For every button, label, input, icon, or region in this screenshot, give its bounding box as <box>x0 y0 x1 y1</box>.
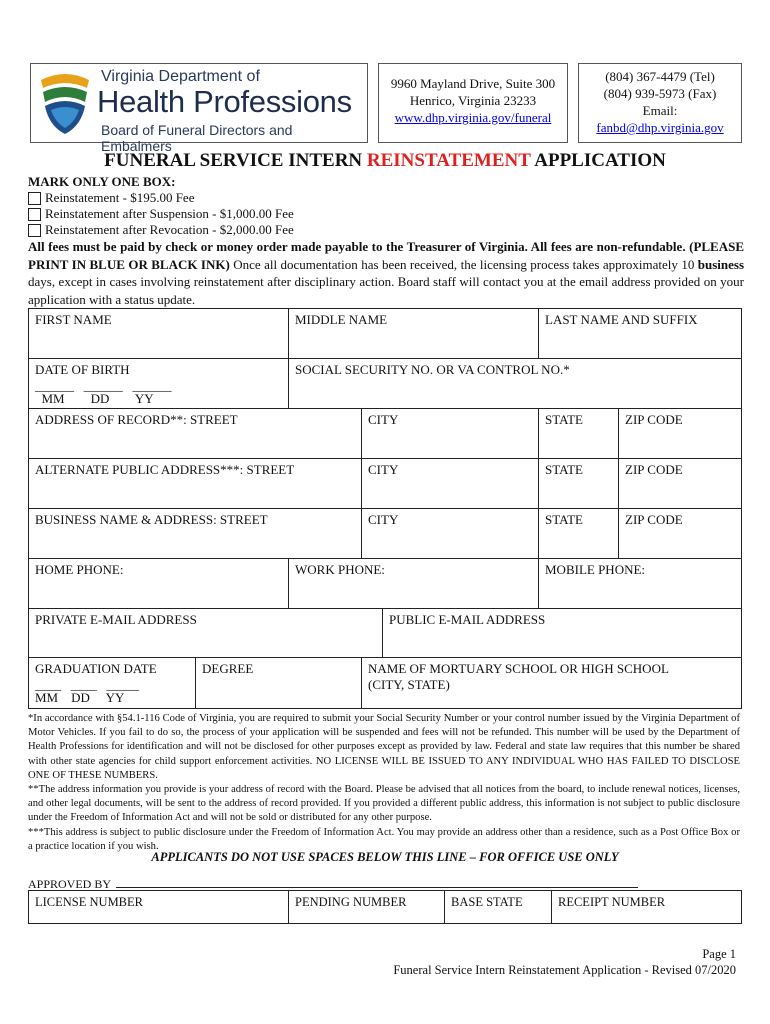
zip-label: ZIP CODE <box>625 462 683 477</box>
base-state-field[interactable] <box>444 890 552 924</box>
private-email-label: PRIVATE E-MAIL ADDRESS <box>35 612 197 627</box>
alternate-address-state[interactable] <box>538 458 619 509</box>
ssn-field[interactable] <box>288 358 742 409</box>
logo-line-2: Health Professions <box>97 84 352 119</box>
state-label: STATE <box>545 512 583 527</box>
dob-label: DATE OF BIRTH <box>35 362 130 377</box>
work-phone-field[interactable] <box>288 558 539 609</box>
last-name-field[interactable] <box>538 308 742 359</box>
approved-by-label: APPROVED BY <box>28 877 112 891</box>
instructions-text-2: days, except in cases involving reinstatement after disciplinary action. Board staff will contact you at the email address provided on your application with a status update. <box>28 274 744 307</box>
pending-number-field[interactable] <box>288 890 445 924</box>
option-reinstatement[interactable] <box>28 190 194 206</box>
alternate-address-street[interactable] <box>28 458 362 509</box>
footnote-public-address: ***This address is subject to public disclosure under the Freedom of Information Act. You may provide an address other than a residence, such as a Post Office Box or a practice location if you wish. <box>28 826 740 852</box>
school-label: NAME OF MORTUARY SCHOOL OR HIGH SCHOOL <box>368 661 669 676</box>
school-field[interactable] <box>361 657 742 709</box>
fees-notice: All fees must be paid by check or money order made payable to the Treasurer of Virginia. All fees are non-refundable. <box>28 239 686 254</box>
address-record-state[interactable] <box>538 408 619 459</box>
pending-number-label: PENDING NUMBER <box>295 895 407 909</box>
school-sub-label: (CITY, STATE) <box>368 677 450 692</box>
zip-label: ZIP CODE <box>625 412 683 427</box>
address-record-city[interactable] <box>361 408 539 459</box>
checkbox[interactable] <box>28 208 41 221</box>
mobile-phone-label: MOBILE PHONE: <box>545 562 646 577</box>
option-label: Reinstatement after Suspension - $1,000.00 Fee <box>45 206 294 221</box>
grad-parts: MM DD YY <box>35 690 125 705</box>
public-email-field[interactable] <box>382 608 742 658</box>
work-phone-label: WORK PHONE: <box>295 562 385 577</box>
degree-field[interactable] <box>195 657 362 709</box>
dob-parts: MM DD YY <box>35 391 154 406</box>
private-email-field[interactable] <box>28 608 383 658</box>
city-label: CITY <box>368 412 399 427</box>
option-label: Reinstatement - $195.00 Fee <box>45 190 195 205</box>
address-line-1: 9960 Mayland Drive, Suite 300 <box>390 76 556 91</box>
mobile-phone-field[interactable] <box>538 558 742 609</box>
instructions-text-1: Once all documentation has been received, the licensing process takes approximately 10 <box>229 256 698 272</box>
business-address-zip[interactable] <box>618 508 742 559</box>
footnote-ssn: *In accordance with §54.1-116 Code of Virginia, you are required to submit your Social Security Number or your control number issued by the Virginia Department of Motor Vehicles. If you fail to do so, the process of your application will be suspended and fees will not be refunded. This number will be used by the Department of Health Professions for identification and will not be disclosed for other purposes except as provided by law. Federal and state law requires that this number be shared with other state agencies for child support enforcement activities. NO LICENSE WILL BE ISSUED TO ANY INDIVIDUAL WHO HAS FAILED TO DISCLOSE ONE OF THESE NUMBERS. <box>28 713 740 781</box>
business-address-city[interactable] <box>361 508 539 559</box>
graduation-date-field[interactable] <box>28 657 196 709</box>
receipt-number-field[interactable] <box>551 890 742 924</box>
license-number-label: LICENSE NUMBER <box>35 895 143 909</box>
first-name-label: FIRST NAME <box>35 312 112 327</box>
address-record-zip[interactable] <box>618 408 742 459</box>
alternate-address-label: ALTERNATE PUBLIC ADDRESS***: STREET <box>35 462 295 477</box>
page-number: Page 1 <box>702 947 736 961</box>
option-label: Reinstatement after Revocation - $2,000.00 Fee <box>45 222 294 237</box>
checkbox[interactable] <box>28 224 41 237</box>
option-revocation[interactable] <box>28 222 294 238</box>
business-address-label: BUSINESS NAME & ADDRESS: STREET <box>35 512 268 527</box>
alternate-address-city[interactable] <box>361 458 539 509</box>
tel-number: (804) 367-4479 (Tel) <box>605 69 715 84</box>
approved-by-line[interactable] <box>116 887 638 888</box>
home-phone-field[interactable] <box>28 558 289 609</box>
page-title <box>0 150 770 172</box>
mark-one-box-label: MARK ONLY ONE BOX: <box>28 174 176 189</box>
business-address-street[interactable] <box>28 508 362 559</box>
state-label: STATE <box>545 462 583 477</box>
option-suspension[interactable] <box>28 206 294 222</box>
mailing-address-box <box>378 63 568 143</box>
dhp-logo <box>30 63 368 154</box>
title-part-1: FUNERAL SERVICE INTERN <box>104 150 367 171</box>
logo-line-3: Board of Funeral Directors and Embalmers <box>101 122 293 154</box>
base-state-label: BASE STATE <box>451 895 523 909</box>
print-notice: (PLEASE PRINT IN BLUE OR BLACK INK) <box>28 239 745 272</box>
revision-note: Funeral Service Intern Reinstatement Application - Revised 07/2020 <box>393 963 736 977</box>
middle-name-field[interactable] <box>288 308 539 359</box>
address-line-2: Henrico, Virginia 23233 <box>409 93 537 108</box>
home-phone-label: HOME PHONE: <box>35 562 124 577</box>
website-link[interactable]: www.dhp.virginia.gov/funeral <box>394 110 552 125</box>
city-label: CITY <box>368 462 399 477</box>
contact-box <box>578 63 742 143</box>
virginia-seal-icon <box>37 70 93 136</box>
alternate-address-zip[interactable] <box>618 458 742 509</box>
receipt-number-label: RECEIPT NUMBER <box>558 895 666 909</box>
email-link[interactable]: fanbd@dhp.virginia.gov <box>596 120 724 135</box>
license-number-field[interactable] <box>28 890 289 924</box>
address-record-label: ADDRESS OF RECORD**: STREET <box>35 412 238 427</box>
email-label: Email: <box>642 103 678 118</box>
footnote-address-record: **The address information you provide is your address of record with the Board. Please be advised that all notices from the board, to include renewal notices, licenses, and other legal documents, will be sent to the address of record provided. If you provided a different public address, this information is not subject to public disclosure under the Freedom of Information Act and will not be sold or distributed for any other purpose. <box>28 784 740 824</box>
date-of-birth-field[interactable] <box>28 358 289 409</box>
ssn-label: SOCIAL SECURITY NO. OR VA CONTROL NO.* <box>295 362 570 377</box>
zip-label: ZIP CODE <box>625 512 683 527</box>
state-label: STATE <box>545 412 583 427</box>
middle-name-label: MIDDLE NAME <box>295 312 388 327</box>
business-address-state[interactable] <box>538 508 619 559</box>
footnotes <box>28 712 740 854</box>
last-name-label: LAST NAME AND SUFFIX <box>545 312 698 327</box>
title-part-3: APPLICATION <box>530 150 666 171</box>
grad-date-label: GRADUATION DATE <box>35 661 157 676</box>
logo-line-1: Virginia Department of <box>101 68 260 85</box>
fax-number: (804) 939-5973 (Fax) <box>603 86 717 101</box>
title-reinstatement: REINSTATEMENT <box>366 150 531 171</box>
first-name-field[interactable] <box>28 308 289 359</box>
instructions-paragraph <box>28 238 744 308</box>
grad-blanks: ____ ____ _____ <box>35 677 139 692</box>
city-label: CITY <box>368 512 399 527</box>
office-use-banner: APPLICANTS DO NOT USE SPACES BELOW THIS LINE – FOR OFFICE USE ONLY <box>151 850 619 864</box>
business-emphasis: business <box>697 256 745 272</box>
degree-label: DEGREE <box>202 661 254 676</box>
page-footer <box>393 946 736 978</box>
dob-blanks: ______ ______ ______ <box>35 378 172 393</box>
checkbox[interactable] <box>28 192 41 205</box>
address-of-record-street[interactable] <box>28 408 362 459</box>
public-email-label: PUBLIC E-MAIL ADDRESS <box>389 612 546 627</box>
